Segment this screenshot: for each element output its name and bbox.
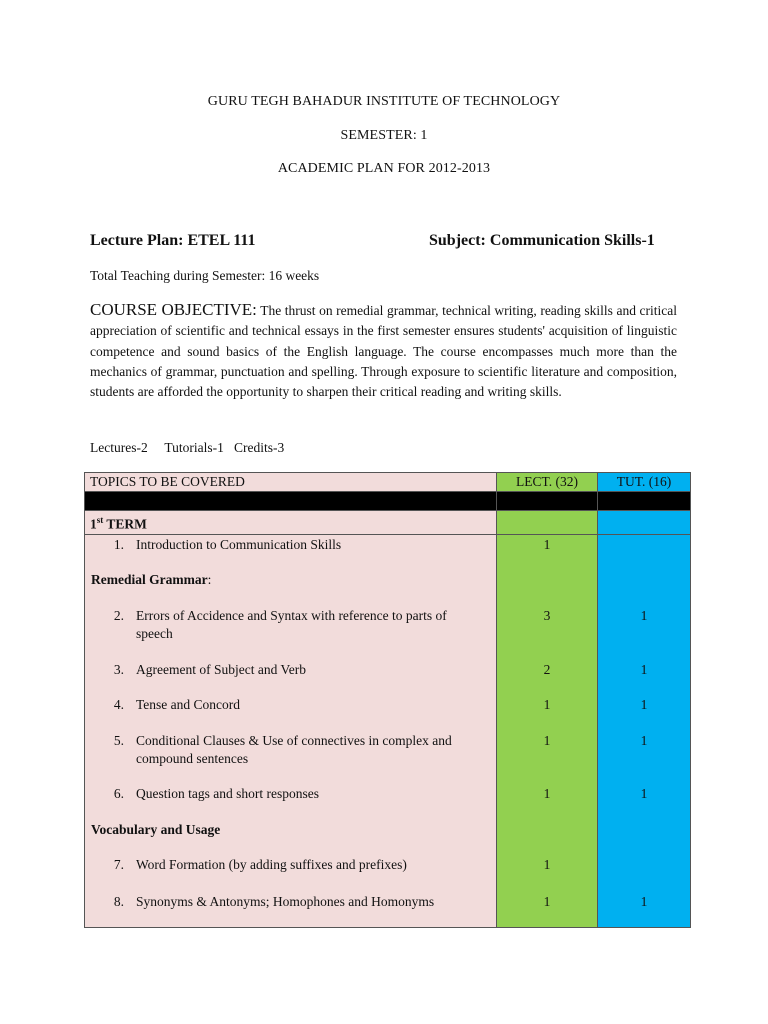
topics-body-row: 1. Introduction to Communication Skills Remedial Grammar: 2. Errors of Accidence and Syntax with reference to parts of speech 3. Agreement of Subject and Verb 4. Tense and Concord 5. Conditional Clauses & Use of connectives in complex and compound sentences 6. Question tags and short responses Vocabulary and Usage 7. Word Formation (by adding suffixes and prefixes) 8. Synonyms & Antonyms; Homophones and Homonyms 1 3 2 1 1 1 1 1 1 1 1 1 1 1 — [85, 534, 691, 927]
lecture-count: 3 — [543, 607, 551, 623]
black-separator-row — [85, 492, 691, 511]
academic-plan-heading: ACADEMIC PLAN FOR 2012-2013 — [277, 161, 491, 176]
lecture-header: LECT. (32) — [497, 473, 598, 492]
topics-table — [84, 472, 691, 928]
tutorial-count: 1 — [640, 607, 648, 623]
topic-text: Word Formation (by adding suffixes and prefixes) — [136, 856, 407, 872]
tutorial-count: 1 — [640, 661, 648, 677]
course-objective-text: The thrust on remedial grammar, technical writing, reading skills and critical appreciation of scientific and technical essays in the first semester ensures students' acquisition of linguistic competence and sound basics of the English language. The course encompasses much more than the mechanics of grammar, punctuation and spelling. Through exposure to scientific literature and composition, students are afforded the opportunity to sharpen their critical reading and writing skills. — [90, 303, 677, 400]
lecture-count: 1 — [543, 785, 551, 801]
semester-heading: SEMESTER: 1 — [340, 128, 428, 143]
institute-name: GURU TEGH BAHADUR INSTITUTE OF TECHNOLOGY — [207, 94, 561, 109]
topic-text: Tense and Concord — [136, 696, 241, 712]
subject-name: Subject: Communication Skills-1 — [429, 232, 655, 249]
tutorial-column — [598, 534, 691, 927]
credits-line: Lectures-2 Tutorials-1 Credits-3 — [90, 440, 285, 455]
topic-text: Synonyms & Antonyms; Homophones and Homonyms — [136, 893, 435, 909]
topic-text: Conditional Clauses & Use of connectives in complex and compound sentences — [136, 732, 452, 766]
lecture-column — [497, 534, 598, 927]
tutorial-header: TUT. (16) — [598, 473, 691, 492]
tutorial-count: 1 — [640, 696, 648, 712]
term-row — [85, 511, 691, 535]
total-teaching: Total Teaching during Semester: 16 weeks — [90, 268, 320, 283]
lecture-count: 1 — [543, 696, 551, 712]
topic-text: Errors of Accidence and Syntax with reference to parts of speech — [136, 607, 447, 641]
tutorial-count: 1 — [640, 785, 648, 801]
lecture-plan-code: Lecture Plan: ETEL 111 — [90, 232, 256, 249]
topic-text: Question tags and short responses — [136, 785, 319, 801]
topics-header: TOPICS TO BE COVERED — [85, 473, 497, 492]
lecture-count: 2 — [543, 661, 551, 677]
lecture-count: 1 — [543, 893, 551, 909]
tutorial-count: 1 — [640, 732, 648, 748]
course-objective-heading: COURSE OBJECTIVE: — [90, 300, 257, 319]
lecture-count: 1 — [543, 732, 551, 748]
topic-text: Agreement of Subject and Verb — [136, 661, 306, 677]
section-heading-vocabulary: Vocabulary and Usage — [91, 821, 221, 837]
topic-text: Introduction to Communication Skills — [136, 536, 342, 552]
term-label: 1st TERM — [90, 515, 147, 532]
lecture-count: 1 — [543, 856, 551, 872]
course-objective — [90, 300, 677, 402]
table-header-row — [85, 473, 691, 492]
tutorial-count: 1 — [640, 893, 648, 909]
lecture-count: 1 — [543, 536, 551, 552]
plan-subject-row — [90, 232, 686, 250]
section-heading-remedial-grammar: Remedial Grammar: — [91, 571, 212, 587]
